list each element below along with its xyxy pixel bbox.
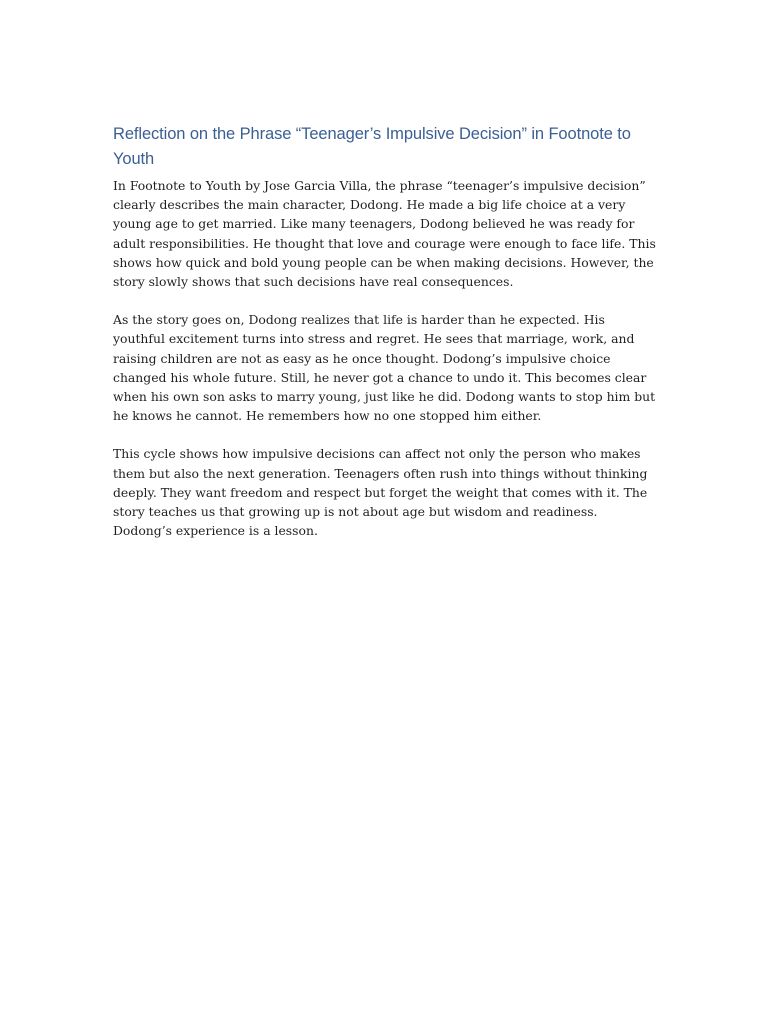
paragraph-3: This cycle shows how impulsive decisions can affect not only the person who makes them but also the next generation. Teenagers often rush into things without thinking deeply. They want freedom and respect but forget the weight that comes with it. The story teaches us that growing up is not about age but wisdom and readiness. Dodong’s experience is a lesson. <box>113 446 648 539</box>
paragraph-1: In Footnote to Youth by Jose Garcia Villa, the phrase “teenager’s impulsive decision” clearly describes the main character, Dodong. He made a big life choice at a very young age to get married. Like many teenagers, Dodong believed he was ready for adult responsibilities. He thought that love and courage were enough to face life. This shows how quick and bold young people can be when making decisions. However, the story slowly shows that such decisions have real consequences. <box>113 178 656 290</box>
document-body <box>113 122 658 559</box>
document-title: Reflection on the Phrase “Teenager’s Impulsive Decision” in Footnote to Youth <box>113 125 631 168</box>
paragraph-2: As the story goes on, Dodong realizes that life is harder than he expected. His youthful excitement turns into stress and regret. He sees that marriage, work, and raising children are not as easy as he once thought. Dodong’s impulsive choice changed his whole future. Still, he never got a chance to undo it. This becomes clear when his own son asks to marry young, just like he did. Dodong wants to stop him but he knows he cannot. He remembers how no one stopped him either. <box>113 312 656 424</box>
